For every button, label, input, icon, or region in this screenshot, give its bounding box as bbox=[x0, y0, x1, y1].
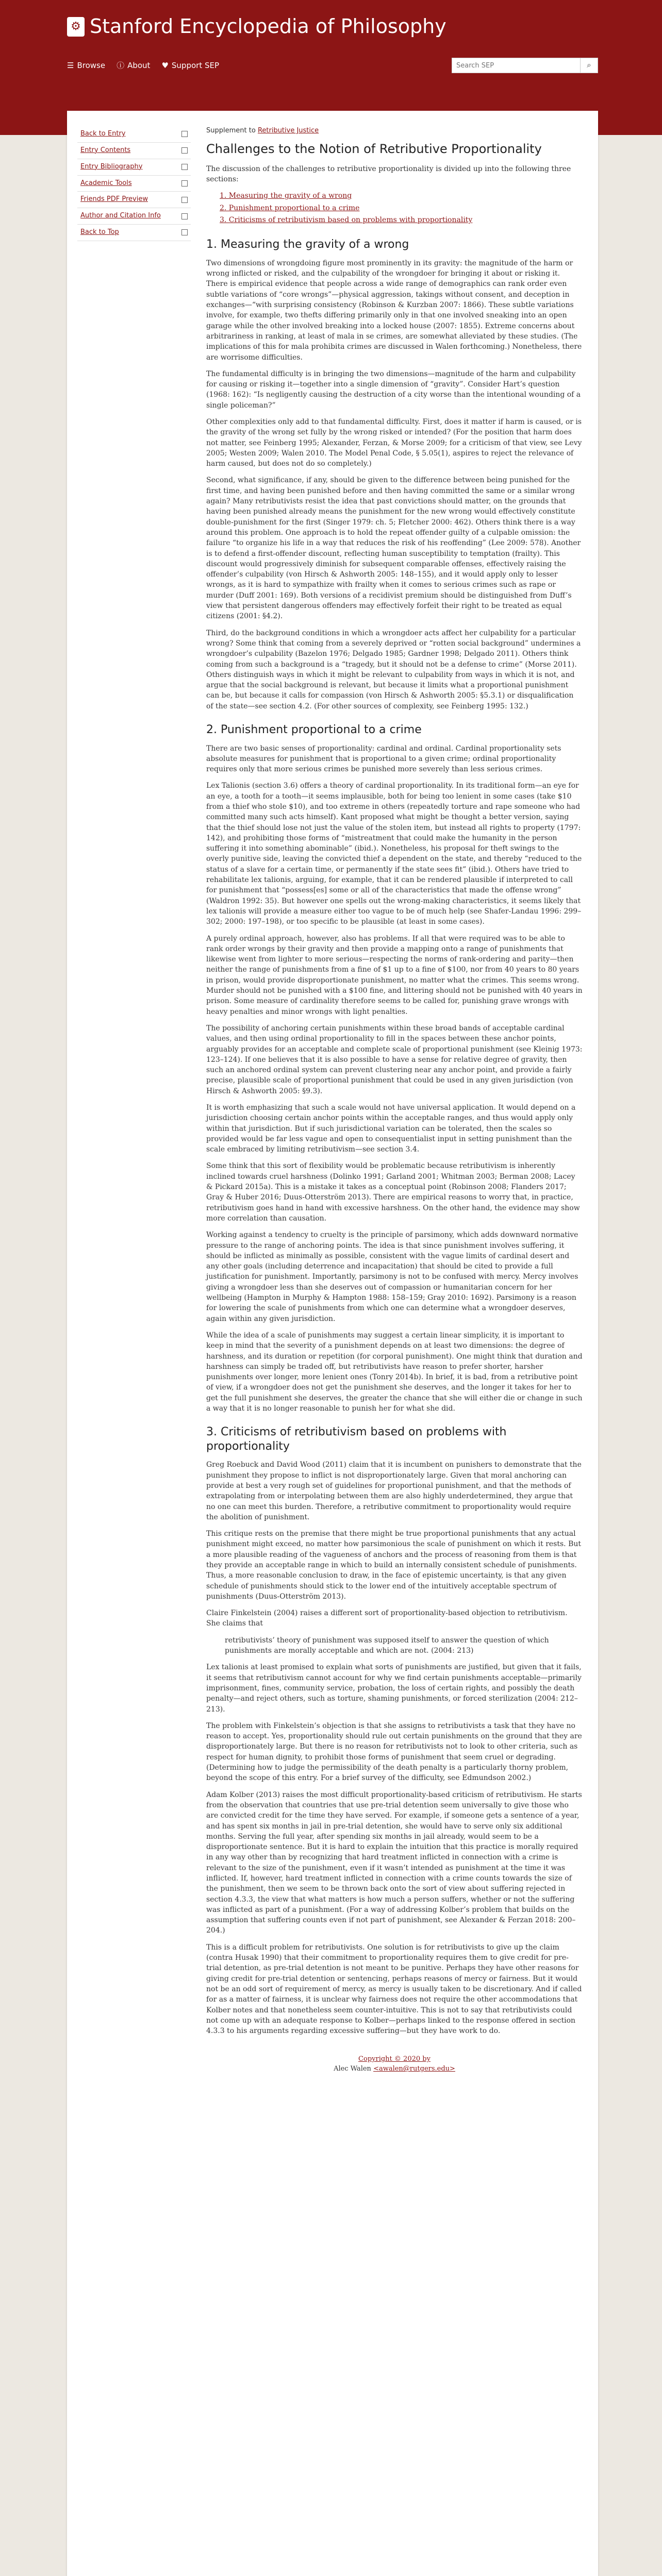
sidebar-item-pdf-preview[interactable]: Friends PDF Preview bbox=[77, 192, 191, 208]
toc bbox=[220, 191, 583, 225]
sidebar bbox=[77, 126, 191, 241]
paragraph: Lex talionis at least promised to explain what sorts of punishments are justified, but given that it fails, it seems that retributivism cannot account for why we find certain punishments acceptable—primarily imprisonment, fines, community service, probation, the loss of certain rights, and possibly the death penalty—and reject others, such as torture, shaming punishments, or forced sterilization (2004: 212–213). bbox=[206, 1663, 582, 1714]
search-input[interactable] bbox=[452, 58, 581, 73]
nav-about[interactable]: ⓘ About bbox=[117, 60, 150, 72]
external-link-icon bbox=[181, 131, 188, 137]
supplement-line: Supplement to Retributive Justice bbox=[206, 127, 319, 134]
paragraph: There are two basic senses of proportionality: cardinal and ordinal. Cardinal proportionality sets absolute measures for punishment that is proportional to a given crime; ordinal proportionality requires only that more serious crimes be punished more severely than less serious crimes. bbox=[206, 744, 561, 774]
paragraph: It is worth emphasizing that such a scale would not have universal application. It would depend on a jurisdiction choosing certain anchor points within the acceptable ranges, and thus would apply only within that jurisdiction. But if such jurisdictional variation can be tolerated, then the scales so provided would be far less vague and open to consequentialist input in setting punishment than the scale embraced by limiting retributivism—see section 3.4. bbox=[206, 1104, 576, 1154]
external-link-icon bbox=[181, 147, 188, 154]
copyright-link[interactable]: Copyright © 2020 by bbox=[358, 2055, 431, 2063]
supplement-link[interactable]: Retributive Justice bbox=[257, 127, 319, 134]
paragraph: Second, what significance, if any, should be given to the difference between being punished for the first time, and having been punished before and then having committed the same or a similar wrong again? Many retributivists resist the idea that past convictions should matter, on the grounds that having been punished already means the punishment for the new wrong would effectively constitute double-punishment for the first (Singer 1979: ch. 5; Fletcher 2000: 462). Others think there is a way around this problem. One approach is to hold the repeat offender guilty of a culpable omission: the failure “to organize his life in a way that reduces the risk of his reoffending” (Lee 2009: 578). Another is to defend a first-offender discount, reflecting human susceptibility to temptation (frailty). This discount would progressively diminish for subsequent comparable offenses, effectively raising the offender’s culpability (von Hirsch & Ashworth 2005: 148–155), and it would apply only to lesser wrongs, as it is hard to sympathize with frailty when it comes to serious crimes such as rape or murder (Duff 2001: 169). Both versions of a recidivist premium should be distinguished from Duff’s view that persistent dangerous offenders may effectively forfeit their right to be treated as equal citizens (2001: §4.2). bbox=[206, 476, 581, 621]
paragraph: Working against a tendency to cruelty is the principle of parsimony, which adds downward normative pressure to the range of anchoring points. The idea is that since punishment involves suffering, it should be inflicted as minimally as possible, consistent with the vague limits of cardinal desert and any other goals (including deterrence and incapacitation) that should be cited to provide a full justification for punishment. Importantly, parsimony is not to be confused with mercy. Mercy involves giving a wrongdoer less than she deserves out of compassion or humanitarian concern for her wellbeing (Hampton in Murphy & Hampton 1988: 158–159; Gray 2010: 1692). Parsimony is a reason for lowering the scale of punishments from which one can determine what a wrongdoer deserves, again within any given jurisdiction. bbox=[206, 1231, 578, 1323]
external-link-icon bbox=[181, 197, 188, 203]
sep-logo-icon: ⚙ bbox=[67, 17, 85, 37]
paragraph: Other complexities only add to that fundamental difficulty. First, does it matter if harm is caused, or is the gravity of the wrong set fully by the wrong risked or intended? (For the position that harm does not matter, see Feinberg 1995; Alexander, Ferzan, & Morse 2009; for a criticism of that view, see Levy 2005; Westen 2009; Walen 2010. The Model Penal Code, § 5.05(1), aspires to reject the relevance of harm caused, but does not do so completely.) bbox=[206, 417, 582, 468]
paragraph: Lex Talionis (section 3.6) offers a theory of cardinal proportionality. In its traditional form—an eye for an eye, a tooth for a tooth—it seems implausible, both for being too lenient in some cases (take $10 from a thief who stole $10), and too extreme in others (repeatedly torture and rape someone who had committed many such acts himself). Kant proposed what might be thought a better version, saying that the thief should lose not just the value of the stolen item, but instead all rights to property (1797: 142), and prohibiting those forms of “mistreatment that could make the humanity in the person suffering it into something abominable” (ibid.). Nonetheless, his proposal for theft swings to the overly punitive side, leaving the convicted thief a dependent on the state, and thereby “reduced to the status of a slave for a certain time, or permanently if the state sees fit” (ibid.). Others have tried to rehabilitate lex talionis, arguing, for example, that it can be rendered plausible if interpreted to call for punishment that “possess[es] some or all of the characteristics that made the offense wrong” (Waldron 1992: 35). But however one spells out the wrong-making characteristics, it seems likely that lex talionis will provide a measure either too vague to be of much help (see Shafer-Landau 1996: 299–302; 2000: 197–198), or too specific to be plausible (at least in some cases). bbox=[206, 782, 582, 926]
search-icon: ⌕ bbox=[587, 60, 591, 70]
paragraph: Adam Kolber (2013) raises the most difficult proportionality-based criticism of retributivism. He starts from the observation that countries that use pre-trial detention seem universally to give those who are convicted credit for the time they have served. For example, if someone gets a sentence of a year, and has spent six months in jail in pre-trial detention, she would have to serve only six additional months. Serving the full year, after spending six months in jail already, would seem to be a disproportionate sentence. But it is hard to explain the intuition that this practice is morally required in any way other than by recognizing that hard treatment inflicted in connection with a crime is relevant to the size of the punishment, even if it wasn’t intended as punishment at the time it was inflicted. If, however, hard treatment inflicted in connection with a crime counts towards the size of the punishment, then we seem to be thrown back onto the sort of view about suffering rejected in section 4.3.3, the view that what matters is how much a person suffers, whether or not the suffering was inflicted as part of a punishment. (For a way of addressing Kolber’s problem that builds on the assumption that suffering counts even if not part of punishment, see Alexander & Ferzan 2018: 200–204.) bbox=[206, 1790, 582, 1935]
intro-text: The discussion of the challenges to retributive proportionality is divided up into the following three sections: bbox=[206, 164, 571, 184]
sidebar-item-citation[interactable]: Author and Citation Info bbox=[77, 208, 191, 225]
brand-title: Stanford Encyclopedia of Philosophy bbox=[90, 15, 446, 38]
author-name: Alec Walen bbox=[334, 2065, 371, 2073]
paragraph: The problem with Finkelstein’s objection is that she assigns to retributivists a task that they have no reason to accept. Yes, proportionality should rule out certain punishments on the ground that they are disproportionately large. But there is no reason for retributivists not to look to other criteria, such as respect for human dignity, to prohibit those forms of punishment that seem cruel or degrading. (Determining how to judge the permissibility of the death penalty is a particularly thorny problem, beyond the scope of this entry. For a brief survey of the difficulty, see Edmundson 2002.) bbox=[206, 1721, 582, 1783]
paragraph: This critique rests on the premise that there might be true proportional punishments that any actual punishment might exceed, no matter how parsimonious the scale of punishment on which it rests. But a more plausible reading of the vagueness of anchors and the process of reasoning from them is that they provide an acceptable range in which to build an internally consistent schedule of punishments. Thus, a more reasonable conclusion to draw, in the face of epistemic uncertainty, is that any given schedule of punishments should stick to the lower end of the intuitively acceptable spectrum of punishments (Duus-Otterström 2013). bbox=[206, 1530, 581, 1601]
paragraph: Two dimensions of wrongdoing figure most prominently in its gravity: the magnitude of the harm or wrong inflicted or risked, and the culpability of the wrongdoer for bringing it about or risking it. There is empirical evidence that people across a wide range of demographics can rank order even subtle variations of “core wrongs”—physical aggression, takings without consent, and deception in exchanges—“with surprising consistency (Robinson & Kurzban 2007: 1866). These subtle variations involve, for example, two thefts differing primarily only in that one involved sneaking into an open garage while the other involved breaking into a locked house (2007: 1855). Extreme concerns about arbitrariness in ranking, at least of mala in se crimes, are somewhat alleviated by these studies. (The implications of this for mala prohibita crimes are discussed in Walen forthcoming.) Nonetheless, there are worrisome difficulties. bbox=[206, 259, 582, 362]
page-title: Challenges to the Notion of Retributive Proportionality bbox=[206, 141, 542, 156]
info-icon: ⓘ bbox=[117, 61, 125, 71]
main-nav bbox=[67, 56, 598, 76]
search-form bbox=[452, 58, 598, 73]
paragraph: A purely ordinal approach, however, also has problems. If all that were required was to be able to rank order wrongs by their gravity and then provide a mapping onto a range of punishments that likewise went from lighter to more serious—respecting the norms of rank-ordering and parity—then neither the range of punishments from a fine of $1 up to a fine of $100, nor from 40 years to 80 years in prison, would provide disproportionate punishment, no matter what the crimes. This seems wrong. Murder should not be punished with a $100 fine, and littering should not be punished with 40 years in prison. Some measure of cardinality therefore seems to be called for, punishing grave wrongs with heavy penalties and minor wrongs with light penalties. bbox=[206, 934, 583, 1016]
paragraph: Third, do the background conditions in which a wrongdoer acts affect her culpability for a particular wrong? Some think that coming from a severely deprived or “rotten social background” undermines a wrongdoer’s culpability (Bazelon 1976; Delgado 1985; Gardner 1998; Delgado 2011). Others think coming from such a background is a “tragedy, but it should not be a defense to crime” (Morse 2011). Others distinguish ways in which it might be relevant to culpability from ways in which it is not, and argue that the social background is relevant, but because it limits what a proportional punishment can be, but because it calls for compassion (von Hirsch & Ashworth 2005: §5.3.1) or disqualification of the state—see section 4.2. (For other sources of complexity, see Feinberg 1995: 132.) bbox=[206, 629, 581, 710]
sidebar-item-entry-contents[interactable]: Entry Contents bbox=[77, 143, 191, 159]
block-quote: retributivists’ theory of punishment was supposed itself to answer the question of which punishments are morally acceptable and which are not. (2004: 213) bbox=[225, 1636, 549, 1655]
sidebar-item-academic-tools[interactable]: Academic Tools bbox=[77, 176, 191, 192]
copyright-block bbox=[206, 2055, 583, 2074]
search-button[interactable] bbox=[581, 58, 598, 73]
section-heading: 2. Punishment proportional to a crime bbox=[206, 723, 422, 736]
toc-link[interactable]: 3. Criticisms of retributivism based on problems with proportionality bbox=[220, 216, 473, 225]
nav-browse[interactable]: ☰ Browse bbox=[67, 60, 105, 72]
paragraph: This is a difficult problem for retributivists. One solution is for retributivists to give up the claim (contra Husak 1990) that their commitment to proportionality requires them to give credit for pre-trial detention, as pre-trial detention is not meant to be punitive. Perhaps they have other reasons for giving credit for pre-trial detention or sentencing, perhaps reasons of mercy or fairness. But it would not be an odd sort of requirement of mercy, as mercy is usually taken to be discretionary. And if called for as a matter of fairness, it is unclear why fairness does not require the other accommodations that Kolber notes and that nonetheless seem counter-intuitive. This is not to say that retributivists could not come up with an adequate response to Kolber—perhaps linked to the response offered in section 4.3.3 to his arguments regarding excessive suffering—but they have work to do. bbox=[206, 1943, 582, 2036]
article-main bbox=[206, 126, 583, 2074]
section-heading: 1. Measuring the gravity of a wrong bbox=[206, 238, 409, 251]
sidebar-item-bibliography[interactable]: Entry Bibliography bbox=[77, 159, 191, 176]
arrow-up-icon bbox=[181, 229, 188, 235]
paragraph: The fundamental difficulty is in bringing the two dimensions—magnitude of the harm and culpability for causing or risking it—together into a single dimension of “gravity”. Consider Hart’s question (1968: 162): “Is negligently causing the destruction of a city worse than the intentional wounding of a single policeman?” bbox=[206, 369, 581, 410]
list-icon: ☰ bbox=[67, 61, 74, 71]
toc-link[interactable]: 2. Punishment proportional to a crime bbox=[220, 204, 360, 212]
sidebar-item-back-to-entry[interactable]: Back to Entry bbox=[77, 126, 191, 143]
paragraph: While the idea of a scale of punishments may suggest a certain linear simplicity, it is important to keep in mind that the severity of a punishment depends on at least two dimensions: the degree of harshness, and its duration or repetition (for corporal punishment). One might think that duration and harshness can simply be traded off, but retributivists have reason to prefer shorter, harsher punishments over longer, more lenient ones (Tonry 2014b). In brief, it is bad, from a retributive point of view, if a wrongdoer does not get the punishment she deserves, and the longer it takes for her to get the full punishment she deserves, the greater the chance that she will either die or change in such a way that it is no longer reasonable to punish her for what she did. bbox=[206, 1331, 583, 1413]
external-link-icon bbox=[181, 213, 188, 219]
sidebar-item-back-to-top[interactable]: Back to Top bbox=[77, 225, 191, 241]
toc-link[interactable]: 1. Measuring the gravity of a wrong bbox=[220, 192, 352, 200]
heart-icon: ♥ bbox=[161, 61, 169, 71]
nav-support[interactable]: ♥ Support SEP bbox=[161, 60, 219, 72]
paragraph: The possibility of anchoring certain punishments within these broad bands of acceptable cardinal values, and then using ordinal proportionality to fill in the spaces between these anchor points, arguably provides for an acceptable and complete scale of proportional punishment (see Kleinig 1973: 123–124). If one believes that it is also possible to have a sense for relative degree of gravity, then such an anchored ordinal system can prevent clustering near any anchor point, and provide a fairly precise, plausible scale of proportional punishment that could be used in any given jurisdiction (von Hirsch & Ashworth 2005: §9.3). bbox=[206, 1024, 583, 1095]
site-header bbox=[67, 0, 598, 57]
article-container bbox=[67, 111, 598, 2576]
author-email[interactable]: <awalen@rutgers.edu> bbox=[373, 2065, 455, 2073]
paragraph: Claire Finkelstein (2004) raises a different sort of proportionality-based objection to retributivism. She claims that bbox=[206, 1609, 568, 1628]
section-heading: 3. Criticisms of retributivism based on problems with proportionality bbox=[206, 1426, 507, 1453]
site-brand[interactable] bbox=[67, 12, 446, 41]
paragraph: Some think that this sort of flexibility would be problematic because retributivism is inherently inclined towards cruel harshness (Dolinko 1991; Garland 2001; Whitman 2003; Berman 2008; Lacey & Pickard 2015a). This is a mistake it takes as a conceptual point (Robinson 2008; Flanders 2017; Gray & Huber 2016; Duus-Otterström 2013). There are empirical reasons to worry that, in practice, retributivism goes hand in hand with excessive harshness. On the other hand, the evidence may show more correlation than causation. bbox=[206, 1162, 580, 1223]
external-link-icon bbox=[181, 180, 188, 187]
paragraph: Greg Roebuck and David Wood (2011) claim that it is incumbent on punishers to demonstrate that the punishment they propose to inflict is not disproportionately large. Given that moral anchoring can provide at best a very rough set of guidelines for proportional punishment, and that the methods of extrapolating from or interpolating between them are also highly underdetermined, they argue that no one can meet this burden. Therefore, a retributive commitment to proportionality would require the abolition of punishment. bbox=[206, 1461, 582, 1521]
external-link-icon bbox=[181, 164, 188, 170]
